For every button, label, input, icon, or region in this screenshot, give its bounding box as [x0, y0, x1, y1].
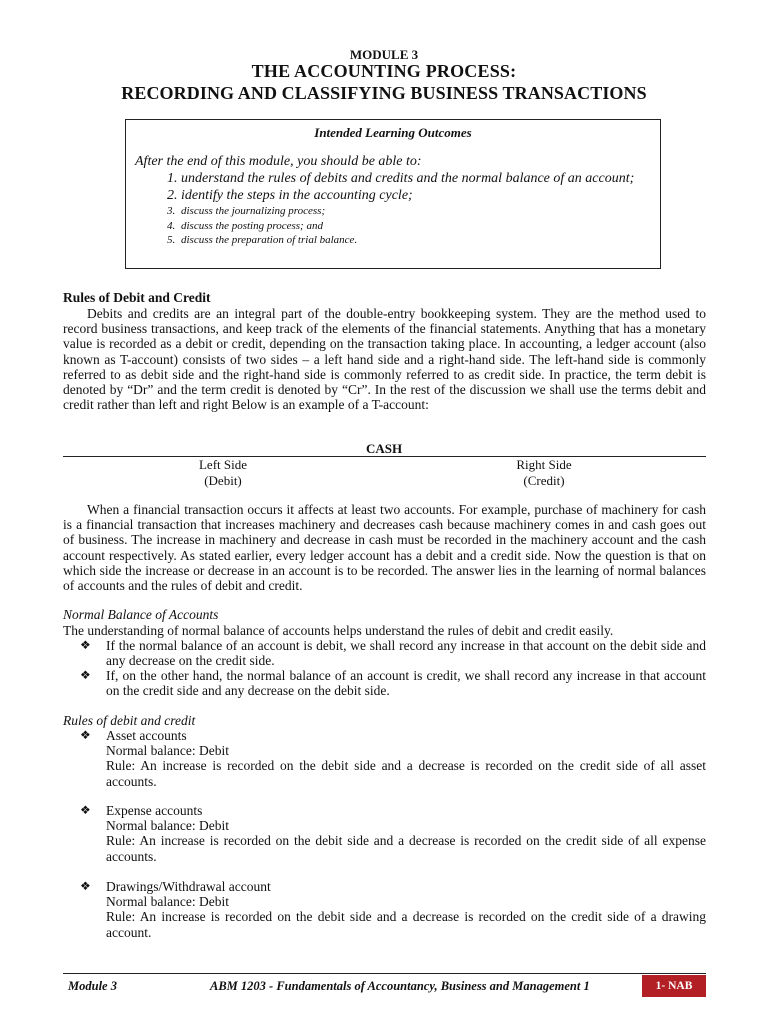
list-item: 5. discuss the preparation of trial balance.: [167, 234, 358, 246]
diamond-bullet-icon: ❖: [80, 803, 91, 817]
list-item: 1. understand the rules of debits and credits and the normal balance of an account;: [167, 171, 635, 186]
list-item: 3. discuss the journalizing process;: [167, 205, 326, 217]
section-heading-rules: Rules of Debit and Credit: [63, 290, 211, 305]
page-title: THE ACCOUNTING PROCESS:: [251, 61, 517, 81]
paragraph-transactions: When a financial transaction occurs it affects at least two accounts. For example, purchase of machinery for cash is a financial transaction that increases machinery and decreases cash because machinery comes in and cash goes out of business. The increase in machinery and decrease in cash must be recorded in the machinery account and the cash account respectively. As stated earlier, every ledger account has a debit and a credit side. Now the question is that on which side the increase or decrease in an account is to be recorded. The answer lies in the learning of normal balances of accounts and the rules of debit and credit.: [63, 502, 706, 594]
list-item: ❖ Expense accounts Normal balance: Debit Rule: An increase is recorded on the debit side and a decrease is recorded on the credit side of all expense accounts.: [80, 803, 706, 864]
list-item: ❖ Drawings/Withdrawal account Normal balance: Debit Rule: An increase is recorded on the debit side and a decrease is recorded on the credit side of a drawing account.: [80, 879, 706, 940]
t-account-right-label: Right Side: [516, 457, 572, 472]
page-number-badge: 1- NAB: [642, 975, 706, 997]
t-account-title: CASH: [365, 441, 403, 456]
paragraph-intro: Debits and credits are an integral part of the double-entry bookkeeping system. They are the method used to record business transactions, and keep track of the elements of the financial statements. Anything that has a monetary value is recorded as a debit or credit, depending on the transaction taking place. In accounting, a ledger account (also known as T-account) consists of two sides – a left hand side and a right-hand side. The left-hand side is commonly referred to as debit side and the right-hand side is commonly referred to as credit side. In practice, the term debit is denoted by “Dr” and the term credit is denoted by “Cr”. In the rest of the discussion we shall use the terms debit and credit rather than left and right Below is an example of a T-account:: [63, 306, 706, 413]
learning-outcomes-list: [135, 170, 651, 248]
learning-outcomes-box: [125, 119, 661, 269]
list-item: ❖ Asset accounts Normal balance: Debit Rule: An increase is recorded on the debit side and a decrease is recorded on the credit side of all asset accounts.: [80, 728, 706, 789]
page-subtitle: RECORDING AND CLASSIFYING BUSINESS TRANSACTIONS: [121, 83, 647, 103]
list-item: ❖ If, on the other hand, the normal balance of an account is credit, we shall record any increase in that account on the credit side and any decrease on the debit side.: [80, 668, 706, 699]
footer-divider: [63, 973, 706, 974]
t-account-left-sub: (Debit): [204, 472, 242, 488]
diamond-bullet-icon: ❖: [80, 638, 91, 652]
learning-outcomes-heading: Intended Learning Outcomes: [314, 125, 472, 140]
footer-module: Module 3: [68, 979, 117, 993]
learning-outcomes-intro: After the end of this module, you should be able to:: [135, 154, 422, 169]
section-heading-rules-list: Rules of debit and credit: [63, 713, 196, 728]
section-heading-normal-balance: Normal Balance of Accounts: [63, 607, 219, 622]
diamond-bullet-icon: ❖: [80, 668, 91, 682]
list-item: 4. discuss the posting process; and: [167, 219, 323, 232]
t-account-right-sub: (Credit): [523, 472, 565, 488]
module-label: MODULE 3: [349, 47, 419, 62]
paragraph-normal-balance: The understanding of normal balance of accounts helps understand the rules of debit and credit easily.: [63, 623, 614, 638]
footer-course: ABM 1203 - Fundamentals of Accountancy, Business and Management 1: [210, 979, 590, 993]
list-item: 2. identify the steps in the accounting cycle;: [167, 188, 413, 203]
diamond-bullet-icon: ❖: [80, 728, 91, 742]
t-account-right: [481, 457, 607, 488]
list-item: ❖ If the normal balance of an account is debit, we shall record any increase in that account on the debit side and any decrease on the credit side.: [80, 638, 706, 669]
diamond-bullet-icon: ❖: [80, 879, 91, 893]
t-account-left: [160, 457, 286, 488]
t-account-left-label: Left Side: [198, 457, 247, 472]
